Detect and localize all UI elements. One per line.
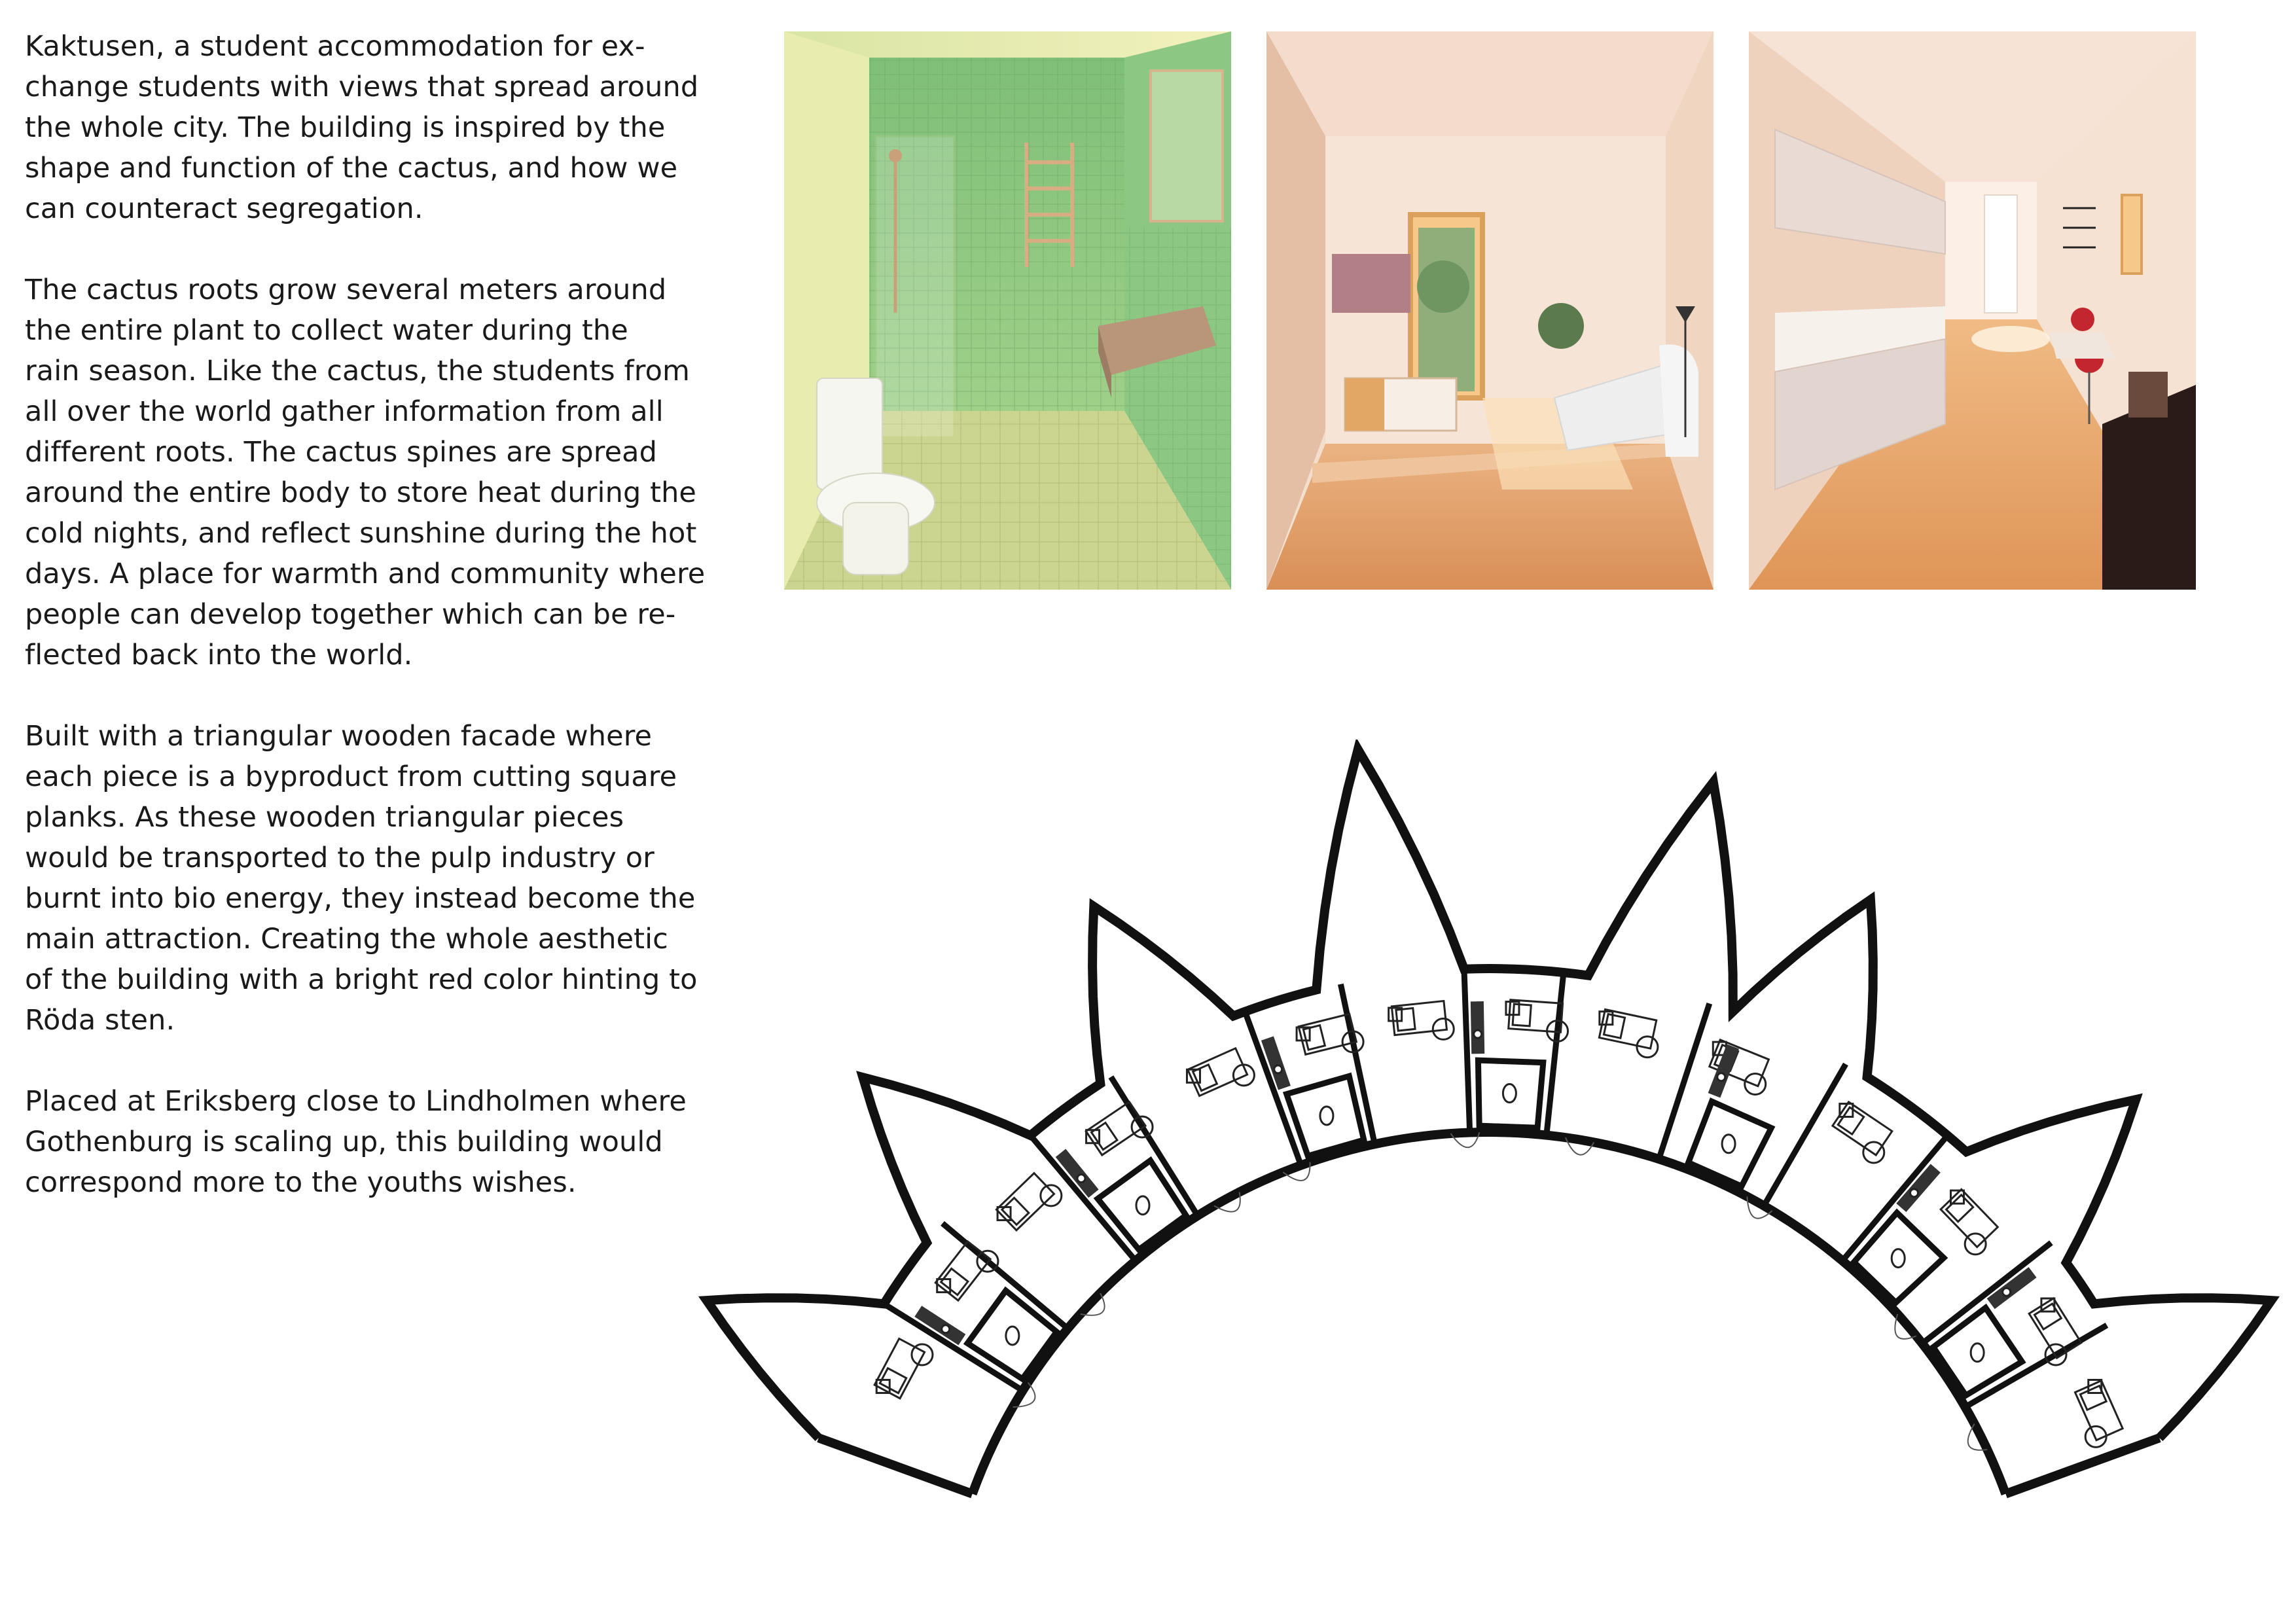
bathroom-box — [1287, 1076, 1364, 1156]
description-text — [25, 26, 706, 1243]
room-partition — [1111, 1077, 1197, 1216]
floor-plan — [694, 740, 2296, 1623]
text-line: shape and function of the cactus, and how we — [25, 152, 678, 185]
bed-icon — [1086, 1102, 1145, 1155]
text-line: all over the world gather information from all — [25, 395, 664, 428]
text-line: Gothenburg is scaling up, this building would — [25, 1126, 663, 1158]
pillow-icon — [1604, 1014, 1624, 1039]
room-partition — [1245, 1012, 1301, 1166]
bathroom-render-image — [784, 31, 1231, 590]
room-partition — [1842, 1135, 1948, 1261]
stove-icon — [1274, 1065, 1282, 1073]
toilet-icon — [1006, 1327, 1019, 1345]
floor-plan-furniture — [874, 1000, 2123, 1448]
text-line: burnt into bio energy, they instead become the — [25, 882, 696, 915]
stove-icon — [2003, 1288, 2011, 1296]
furniture-group — [1391, 1001, 1446, 1035]
pillow-icon — [1396, 1008, 1415, 1031]
text-line: change students with views that spread around — [25, 71, 699, 103]
room-partition — [1659, 1003, 1710, 1159]
description-paragraph-4 — [25, 1081, 692, 1203]
outer-wall — [707, 749, 2271, 1438]
text-line: people can develop together which can be re- — [25, 598, 676, 631]
furniture-group — [1188, 1048, 1247, 1096]
furniture-group — [1509, 1000, 1563, 1032]
text-line: different roots. The cactus spines are spread — [25, 436, 658, 469]
text-line: Placed at Eriksberg close to Lindholmen where — [25, 1085, 687, 1118]
text-line: each piece is a byproduct from cutting square — [25, 760, 677, 793]
toilet-icon — [1971, 1344, 1984, 1362]
text-line: planks. As these wooden triangular pieces — [25, 801, 624, 834]
description-paragraph-3 — [25, 716, 698, 1041]
toilet-icon — [1892, 1249, 1905, 1268]
text-line: around the entire body to store heat during the — [25, 476, 696, 509]
living-room-render — [1266, 31, 1713, 590]
kitchen-counter — [1714, 1046, 1733, 1096]
furniture-group — [1086, 1102, 1145, 1155]
bed-icon — [996, 1173, 1054, 1230]
furniture-group — [996, 1173, 1054, 1230]
stove-icon — [1717, 1073, 1725, 1081]
toilet-icon — [1320, 1107, 1333, 1125]
toilet-icon — [1722, 1135, 1735, 1153]
text-line: main attraction. Creating the whole aesthetic — [25, 923, 668, 955]
stove-icon — [1077, 1175, 1085, 1183]
floor-plan-walls — [707, 749, 2271, 1494]
text-line: correspond more to the youths wishes. — [25, 1166, 577, 1199]
furniture-group — [1941, 1189, 1998, 1247]
text-line: the entire plant to collect water during the — [25, 314, 628, 347]
bathroom-render — [784, 31, 1231, 590]
text-line: would be transported to the pulp industry or — [25, 842, 655, 874]
kitchen-counter — [918, 1311, 962, 1340]
text-line: Röda sten. — [25, 1004, 175, 1037]
end-wall — [819, 1438, 973, 1494]
text-line: cold nights, and reflect sunshine during the hot — [25, 517, 697, 550]
room-partition — [1547, 972, 1564, 1135]
pillow-icon — [1303, 1026, 1325, 1050]
room-partition — [1764, 1064, 1846, 1206]
bathroom-box — [1478, 1060, 1543, 1128]
description-paragraph-2 — [25, 270, 706, 675]
bed-icon — [1188, 1048, 1247, 1096]
stove-icon — [1910, 1189, 1918, 1197]
text-line: Built with a triangular wooden facade where — [25, 720, 653, 753]
stove-icon — [1474, 1030, 1482, 1038]
text-line: The cactus roots grow several meters around — [25, 274, 667, 306]
furniture-group — [874, 1338, 924, 1398]
kitchen-render — [1749, 31, 2196, 590]
text-line: rain season. Like the cactus, the students from — [25, 355, 690, 387]
text-line: of the building with a bright red color hinting to — [25, 963, 698, 996]
end-wall — [2005, 1438, 2159, 1494]
stove-icon — [942, 1325, 950, 1333]
toilet-icon — [1503, 1084, 1516, 1103]
room-partition — [1030, 1135, 1136, 1261]
toilet-icon — [1136, 1196, 1149, 1215]
furniture-group — [2075, 1381, 2123, 1440]
text-line: the whole city. The building is inspired by the — [25, 111, 666, 144]
kitchen-render-image — [1749, 31, 2196, 590]
description-paragraph-1 — [25, 26, 699, 229]
bed-icon — [1941, 1189, 1998, 1247]
text-line: flected back into the world. — [25, 639, 413, 671]
room-partition — [1464, 969, 1470, 1133]
furniture-group — [1599, 1009, 1656, 1048]
kitchen-counter — [1477, 1001, 1478, 1054]
living-room-render-image — [1266, 31, 1713, 590]
room-partition — [1965, 1325, 2107, 1407]
bed-icon — [2075, 1381, 2123, 1440]
inner-wall — [973, 1132, 2006, 1494]
floor-plan-drawing — [694, 740, 2296, 1623]
text-line: can counteract segregation. — [25, 192, 423, 225]
floor-plan-doors — [1013, 1132, 1988, 1450]
text-line: Kaktusen, a student accommodation for ex- — [25, 30, 645, 63]
text-line: days. A place for warmth and community where — [25, 558, 706, 590]
